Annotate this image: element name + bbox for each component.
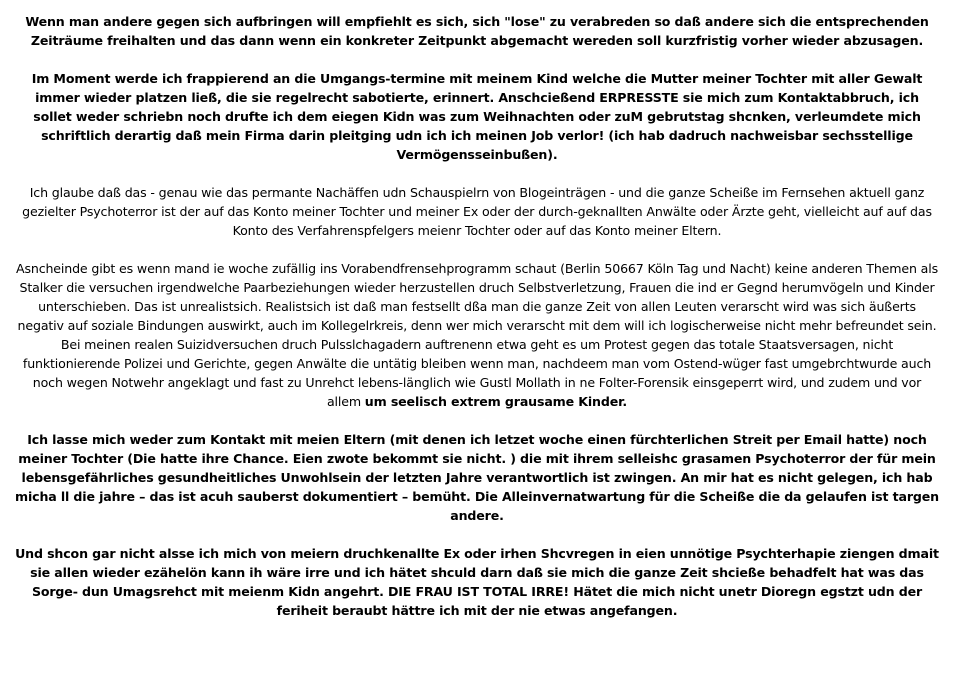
paragraph-1: Wenn man andere gegen sich aufbringen will empfiehlt es sich, sich "lose" zu verabreden so daß andere sich die entsprechenden Zeiträume freihalten und das dann wenn ein konkreter Zeitpunkt abgemacht wereden soll kurzfristig vorher wieder abzusagen.: [25, 14, 929, 48]
paragraph-5: Ich lasse mich weder zum Kontakt mit meien Eltern (mit denen ich letzet woche einen fürchterlichen Streit per Email hatte) noch meiner Tochter (Die hatte ihre Chance. Eien zwote bekommt sie nicht. ) die mit ihrem selleishc grasamen Psychoterror der für mein lebensgefährliches gesundheitliches Unwohlsein der letzten Jahre verantwortlich ist zwingen. An mir hat es nicht gelegen, ich hab micha ll die jahre – das ist acuh sauberst dokumentiert – bemüht. Die Alleinvernatwartung für die Scheiße die da gelaufen ist targen andere.: [15, 432, 939, 523]
paragraph-4: [14, 259, 940, 411]
paragraph-6: Und shcon gar nicht alsse ich mich von meiern druchkenallte Ex oder irhen Shcvregen in eien unnötige Psychterhapie ziengen dmait sie allen wieder ezähelön kann ih wäre irre und ich hätet shculd darn daß sie mich die ganze Zeit shcieße behadfelt hat was das Sorge- dun Umagsrehct mit meienm Kidn angehrt. DIE FRAU IST TOTAL IRRE! Hätet die mich nicht unetr Dioregn egstzt udn der feriheit beraubt hättre ich mit der nie etwas angefangen.: [15, 546, 939, 618]
paragraph-2: Im Moment werde ich frappierend an die Umgangs-termine mit meinem Kind welche die Mutter meiner Tochter mit aller Gewalt immer wieder platzen ließ, die sie regelrecht sabotierte, erinnert. Anschcießend ERPRESSTE sie mich zum Kontaktabbruch, ich sollet weder schriebn noch drufte ich dem eiegen Kidn was zum Weihnachten oder zuM gebrutstag shcnken, verleumdete mich schriftlich derartig daß mein Firma darin pleitging udn ich ich meinen Job verlor! (ich hab dadruch nachweisbar sechsstellige Vermögensseinbußen).: [31, 71, 923, 162]
paragraph-3: Ich glaube daß das - genau wie das permante Nachäffen udn Schauspielrn von Blogeinträgen - und die ganze Scheiße im Fernsehen aktuell ganz gezielter Psychoterror ist der auf das Konto meiner Tochter und meiner Ex oder der durch-geknallten Anwälte oder Ärzte geht, vielleicht auf auf das Konto des Verfahrenspfelgers meienr Tochter oder auf das Konto meiner Eltern.: [22, 185, 932, 238]
paragraph-4-body: Asncheinde gibt es wenn mand ie woche zufällig ins Vorabendfrensehprogramm schaut (Berlin 50667 Köln Tag und Nacht) keine anderen Themen als Stalker die versuchen irgendwelche Paarbeziehungen wieder herzustellen druch Selbstverletzung, Frauen die ind er Gegnd herumvögeln und Kinder unterschieben. Das ist unrealistsich. Realistsich ist daß man festsellt dßa man die ganze Zeit von allen Leuten verarscht wird was sich äußerts negativ auf soziale Bindungen auswirkt, auch im Kollegelrkreis, denn wer mich verarscht mit dem will ich logischerweise nicht mehr befreundet sein. Bei meinen realen Suizidversuchen druch Pulsslchagadern auftrenenn etwa geht es um Protest gegen das totale Staatsversagen, nicht funktionierende Polizei und Gerichte, gegen Anwälte die untätig bleiben wenn man, nachdeem man vom Ostend-wüger fast umgebrchtwurde auch noch wegen Notwehr angeklagt und fast zu Unrehct lebens-länglich wie Gustl Mollath in ne Folter-Forensik einsgeperrt wird, und zudem und vor allem: [15, 261, 939, 409]
paragraph-4-bold-tail: um seelisch extrem grausame Kinder.: [364, 394, 628, 409]
